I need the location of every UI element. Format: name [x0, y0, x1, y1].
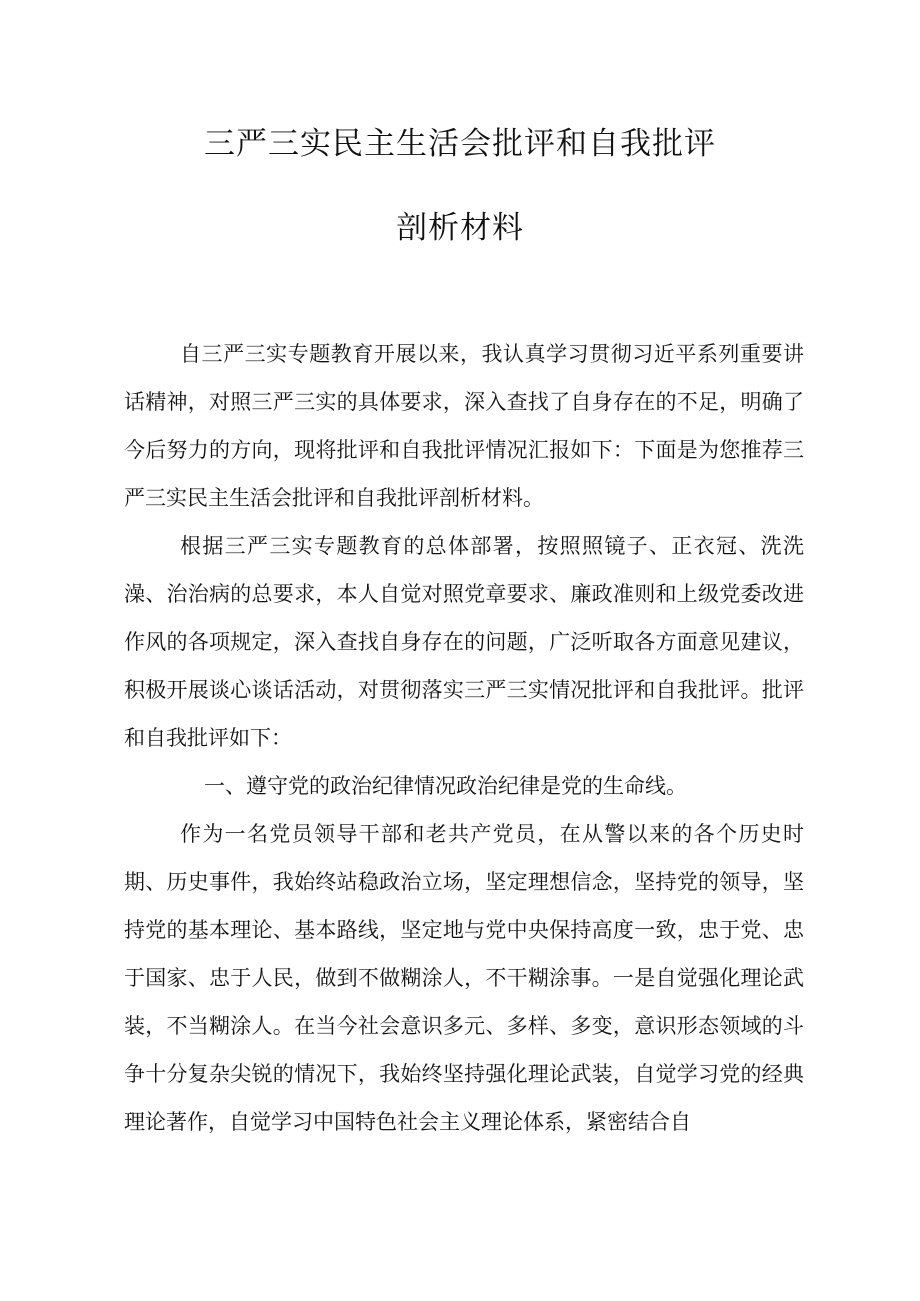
paragraph-deployment: 根据三严三实专题教育的总体部署，按照照镜子、正衣冠、洗洗澡、治治病的总要求，本人自觉对照党章要求、廉政准则和上级党委改进作风的各项规定，深入查找自身存在的问题，广泛听取各方面意见建议，积极开展谈心谈话活动，对贯彻落实三严三实情况批评和自我批评。批评和自我批评如下：: [124, 534, 804, 750]
document-title-line-1: 三严三实民主生活会批评和自我批评: [204, 126, 716, 162]
paragraph-political-stance: 作为一名党员领导干部和老共产党员，在从警以来的各个历史时期、历史事件，我始终站稳政治立场，坚定理想信念，坚持党的领导，坚持党的基本理论、基本路线，坚定地与党中央保持高度一致，忠于党、忠于国家、忠于人民，做到不做糊涂人，不干糊涂事。一是自觉强化理论武装，不当糊涂人。在当今社会意识多元、多样、多变，意识形态领域的斗争十分复杂尖锐的情况下，我始终坚持强化理论武装，自觉学习党的经典理论著作，自觉学习中国特色社会主义理论体系，紧密结合自: [124, 822, 804, 1134]
document-title-line-2: 剖析材料: [396, 210, 524, 246]
paragraph-intro: 自三严三实专题教育开展以来，我认真学习贯彻习近平系列重要讲话精神，对照三严三实的具体要求，深入查找了自身存在的不足，明确了今后努力的方向，现将批评和自我批评情况汇报如下：下面是为您推荐三严三实民主生活会批评和自我批评剖析材料。: [124, 342, 804, 510]
section-heading-political-discipline: 一、遵守党的政治纪律情况政治纪律是党的生命线。: [204, 774, 687, 798]
